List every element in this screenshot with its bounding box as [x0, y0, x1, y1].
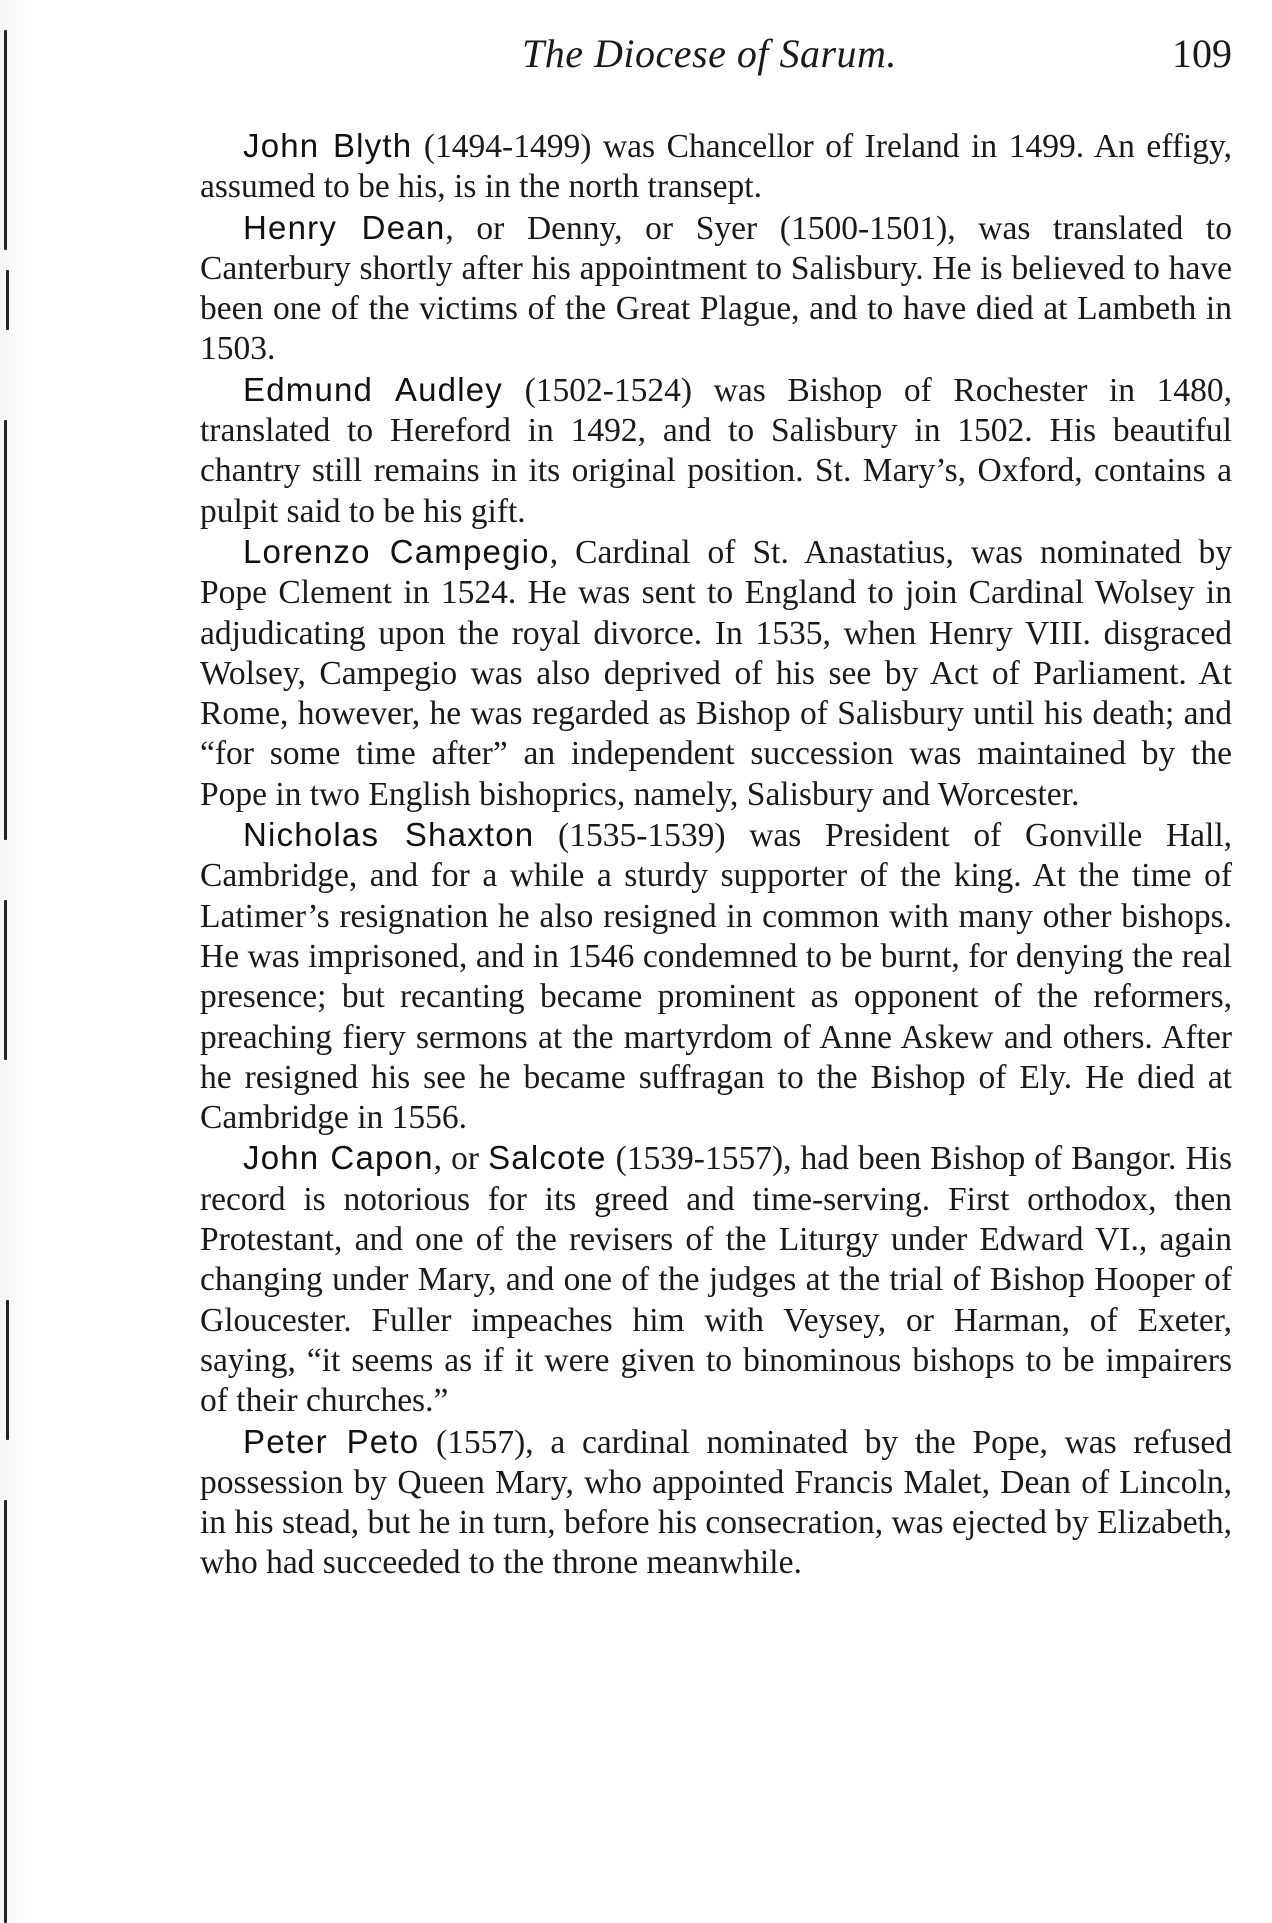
entry-lorenzo-campegio [200, 532, 1232, 815]
edge-shadow [4, 420, 7, 840]
entry-text: (1557), a cardinal nominated by the Pope, was refused possession by Queen Mary, who appointed Francis Malet, Dean of Lincoln, in his stead, but he in turn, before his consecration, was ejected by Elizabeth, who had succeeded to the throne meanwhile. [200, 1423, 1232, 1582]
entry-text: (1535-1539) was President of Gonville Hall, Cambridge, and for a while a sturdy supporter of the king. At the time of Latimer’s resignation he also resigned in common with many other bishops. He was imprisoned, and in 1546 condemned to be burnt, for denying the real presence; but recanting became prominent as opponent of the reformers, preaching fiery sermons at the martyrdom of Anne Askew and others. After he resigned his see he became suffragan to the Bishop of Ely. He died at Cambridge in 1556. [200, 817, 1232, 1137]
bishop-name: Henry Dean [243, 208, 446, 246]
entry-text: (1539-1557), had been Bishop of Bangor. His record is notorious for its greed and time-serving. First orthodox, then Protestant, and one of the revisers of the Liturgy under Edward VI., again changing under Mary, and one of the judges at the trial of Bishop Hooper of Gloucester. Fuller impeaches him with Veysey, or Harman, of Exeter, saying, “it seems as if it were given to binominous bishops to be impairers of their churches.” [200, 1140, 1233, 1420]
bishop-alias: Salcote [488, 1139, 607, 1177]
edge-shadow [6, 1300, 9, 1440]
entry-text: , or Denny, or Syer (1500-1501), was translated to Canterbury shortly after his appointment to Salisbury. He is believed to have been one of the victims of the Great Plague, and to have died at Lambeth in 1503. [200, 209, 1232, 368]
entry-peter-peto [200, 1422, 1232, 1584]
binding-edge [0, 0, 34, 1923]
book-page [200, 26, 1232, 1584]
entry-john-capon [200, 1138, 1232, 1421]
running-title: The Diocese of Sarum. [522, 31, 897, 76]
entry-list [200, 126, 1232, 1584]
edge-shadow [4, 30, 7, 250]
bishop-name: Lorenzo Campegio [243, 532, 550, 570]
entry-text: (1502-1524) was Bishop of Rochester in 1480, translated to Hereford in 1492, and to Salisbury in 1502. His beautiful chantry still remains in its original position. St. Mary’s, Oxford, contains a pulpit said to be his gift. [200, 371, 1233, 530]
bishop-name: John Capon [243, 1139, 434, 1177]
bishop-name: John Blyth [243, 127, 413, 164]
edge-shadow [4, 900, 7, 1060]
edge-shadow [6, 270, 9, 330]
entry-john-blyth [200, 126, 1232, 208]
page-number: 109 [1172, 31, 1232, 76]
bishop-name: Peter Peto [243, 1422, 420, 1460]
entry-henry-dean [200, 208, 1232, 370]
bishop-name: Edmund Audley [243, 370, 503, 408]
entry-edmund-audley [200, 370, 1232, 532]
entry-text: (1494-1499) was Chancellor of Ireland in 1499. An effigy, assumed to be his, is in the north transept. [200, 128, 1232, 206]
entry-nicholas-shaxton [200, 815, 1232, 1138]
page-header [200, 26, 1232, 88]
bishop-name: Nicholas Shaxton [243, 816, 535, 854]
edge-shadow [4, 1500, 7, 1923]
entry-text: , Cardinal of St. Anastatius, was nominated by Pope Clement in 1524. He was sent to England to join Cardinal Wolsey in adjudicating upon the royal divorce. In 1535, when Henry VIII. disgraced Wolsey, Campegio was also deprived of his see by Act of Parliament. At Rome, however, he was regarded as Bishop of Salisbury until his death; and “for some time after” an independent succession was maintained by the Pope in two English bishoprics, namely, Salisbury and Worcester. [200, 533, 1232, 813]
name-connector: , or [433, 1140, 489, 1178]
